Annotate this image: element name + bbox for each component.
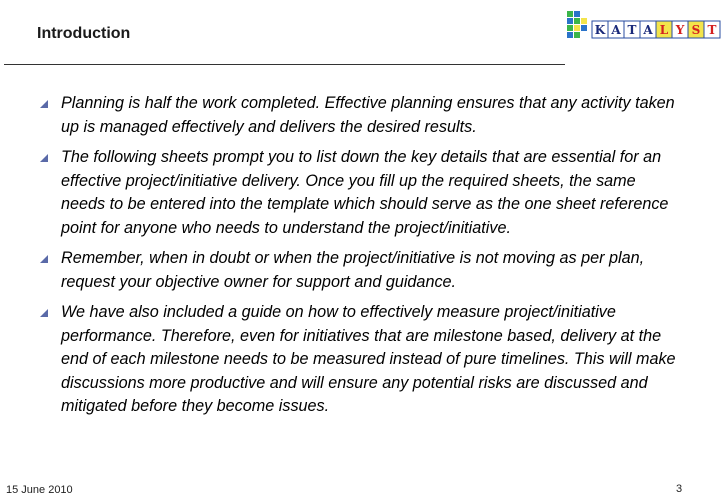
- bullet-text: Remember, when in doubt or when the project/initiative is not moving as per plan, request your objective owner for support and guidance.: [61, 249, 645, 291]
- logo-letter: Y: [675, 23, 685, 37]
- logo-letter: K: [594, 23, 606, 37]
- bullet-marker-icon: [40, 309, 48, 317]
- bullet-item: [38, 301, 678, 419]
- slide-title: Introduction: [37, 25, 131, 42]
- logo-letter: S: [691, 23, 701, 37]
- bullet-marker-icon: [40, 255, 48, 263]
- katalyst-logo: [563, 9, 723, 45]
- bullet-marker-icon: [40, 100, 48, 108]
- title-rule: [4, 64, 565, 65]
- bullet-list: [38, 92, 678, 426]
- bullet-item: [38, 146, 678, 240]
- logo-letter: T: [707, 23, 717, 37]
- cube-grid-icon: [567, 11, 587, 38]
- page-number: 3: [676, 483, 683, 495]
- bullet-text: Planning is half the work completed. Effective planning ensures that any activity taken up is managed effectively and delivers the desired results.: [61, 94, 675, 136]
- bullet-text: The following sheets prompt you to list down the key details that are essential for an effective project/initiative delivery. Once you fill up the required sheets, the same needs to be entered into the template which should serve as the one sheet reference point for anyone who needs to understand the project/initiative.: [61, 148, 669, 237]
- logo-letter: A: [643, 23, 653, 37]
- bullet-item: [38, 247, 678, 294]
- bullet-text: We have also included a guide on how to effectively measure project/initiative performance. Therefore, even for initiatives that are milestone based, delivery at the end of each milestone needs to be measured instead of pure timelines. This will make discussions more productive and will ensure any potential risks are discussed and mitigated before they become issues.: [61, 303, 676, 415]
- bullet-item: [38, 92, 678, 139]
- footer-date: 15 June 2010: [6, 484, 73, 496]
- logo-letter: L: [659, 23, 669, 37]
- logo-letter: T: [627, 23, 637, 37]
- logo-letter: A: [611, 23, 621, 37]
- bullet-marker-icon: [40, 154, 48, 162]
